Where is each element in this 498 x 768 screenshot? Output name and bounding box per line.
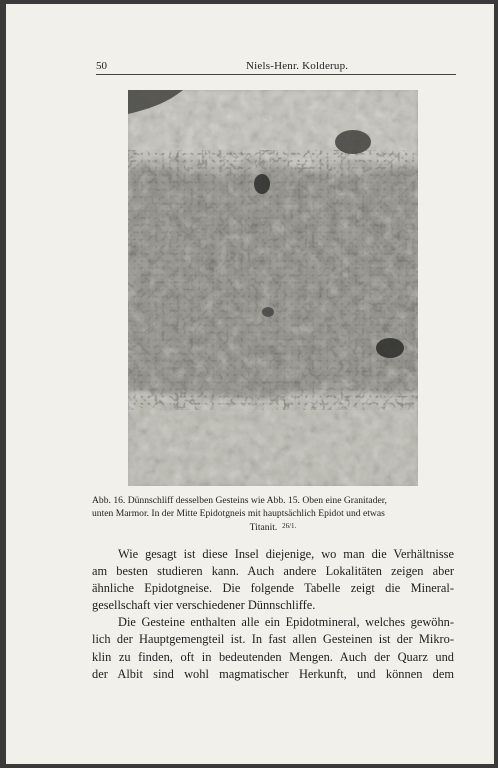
text-line: gesellschaft vier verschiedener Dünnschliffe. — [92, 598, 316, 613]
text-line: Die Gesteine enthalten alle ein Epidotmineral, welches gewöhn- — [118, 615, 454, 630]
magnification: 26/1. — [282, 522, 297, 530]
text-line: ähnliche Epidotgneise. Die folgende Tabelle zeigt die Mineral- — [92, 581, 454, 596]
text-line: der Albit sind wohl magmatischer Herkunft, und können dem — [92, 666, 454, 681]
figure-caption — [92, 495, 454, 535]
paragraph-1 — [92, 546, 454, 614]
body-text — [92, 546, 454, 683]
paragraph-2 — [92, 614, 454, 682]
text-line: lich der Hauptgemengteil ist. In fast allen Gesteinen ist der Mikro- — [92, 632, 454, 647]
photomicrograph-image — [128, 90, 418, 486]
thin-section-photograph — [128, 90, 418, 486]
text-line: klin zu finden, oft in bedeutenden Mengen. Auch der Quarz und — [92, 649, 454, 664]
page-header — [96, 58, 456, 75]
caption-line-3 — [92, 520, 454, 535]
text-line: am besten studieren kann. Auch andere Lokalitäten zeigen aber — [92, 564, 454, 579]
caption-line-1: Abb. 16. Dünnschliff desselben Gesteins wie Abb. 15. Oben eine Granitader, — [92, 495, 387, 506]
page-number: 50 — [96, 60, 107, 72]
caption-text-end: Titanit. — [249, 522, 278, 533]
caption-line-2: unten Marmor. In der Mitte Epidotgneis mit hauptsächlich Epidot und etwas — [92, 507, 385, 519]
running-head: Niels-Henr. Kolderup. — [246, 60, 349, 72]
text-line: Wie gesagt ist diese Insel diejenige, wo man die Verhältnisse — [118, 547, 454, 561]
